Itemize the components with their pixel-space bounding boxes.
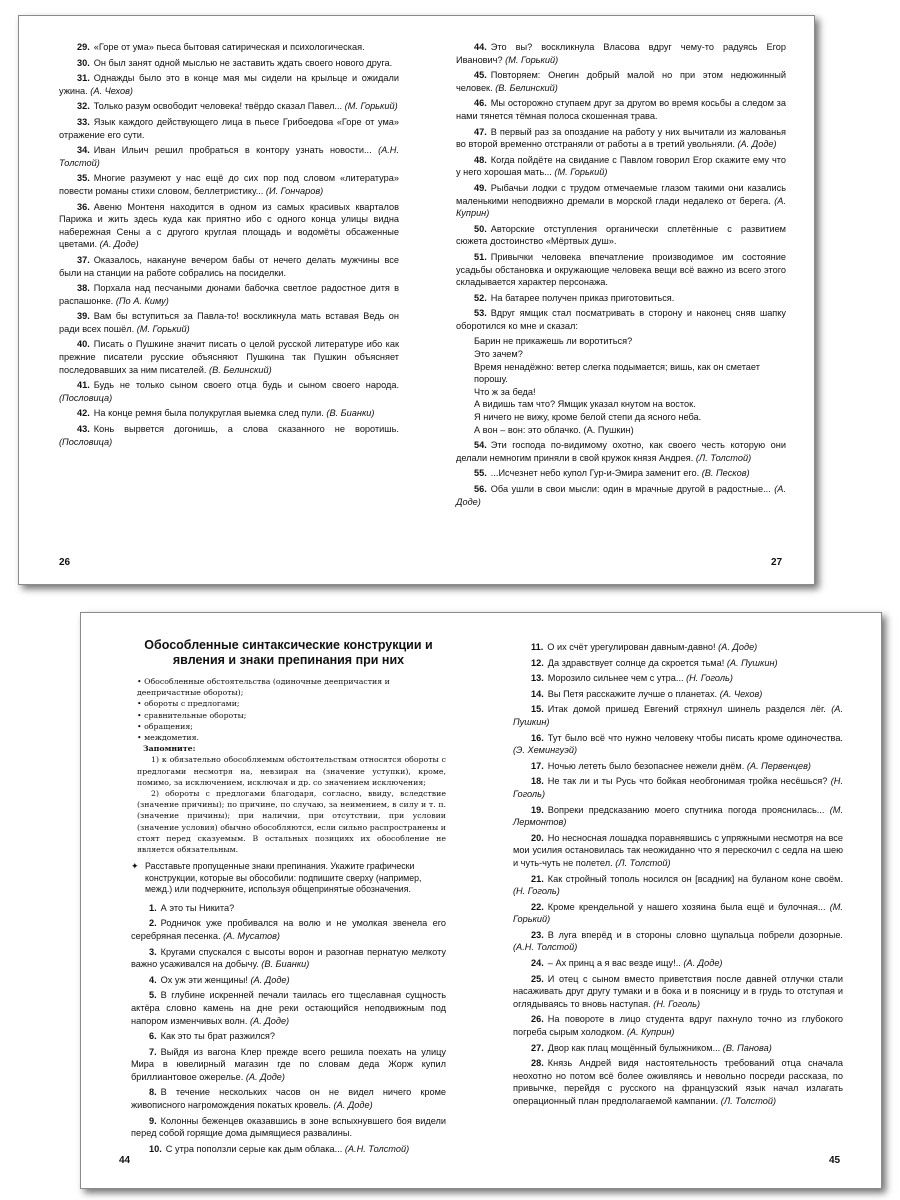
exercise-number: 12. [531,657,544,668]
exercise-text: Оказалось, накануне вечером бабы от нечего делать мужчины все были на станции на работе собрались на посиделки. [59,254,399,278]
exercise-item [131,1115,446,1140]
exercise-number: 13. [531,673,544,684]
exercise-item [456,467,786,480]
exercise-text: Эти господа по-видимому охотно, как своего честь которую они делали немногим приняли в свой кружок князя Андрея. [456,440,786,463]
exercise-text: Он был занят одной мыслью не заставить ждать своего нового друга. [93,57,393,68]
exercise-text: Двор как плац мощённый булыжником... [547,1042,721,1053]
exercise-item [513,657,843,670]
exercise-number: 16. [531,732,544,743]
exercise-text: Многие разумеют у нас ещё до сих пор под словом «литература» повести романы стихи словом, беллетристику... [59,173,399,196]
exercise-text: Кроме крендельной у нашего хозяина была ещё и булочная... [547,901,826,912]
exercise-list [131,902,446,1156]
exercise-text: Вопреки предсказанию моего спутника погода прояснилась... [547,804,825,815]
page-26-column [59,41,399,451]
theory-item: • обращения; [137,721,193,731]
exercise-source: (Н. Гоголь) [653,998,701,1009]
exercise-text: Язык каждого действующего лица в пьесе Грибоедова «Горе от ума» отражение его сути. [59,116,399,140]
exercise-text: Колонны беженцев оказавшись в зоне вспыхнувшего боя видели перед собой горящие дома дымящиеся развалины. [131,1115,446,1139]
exercise-text: Да здравствует солнце да скроется тьма! [547,657,725,668]
section-title: Обособленные синтаксические конструкции и явления и знаки препинания при них [144,638,433,667]
exercise-source: (Л. Толстой) [615,857,671,868]
exercise-source: (А. Доде) [245,1071,285,1082]
exercise-text: Будь не только сыном своего отца будь и сыном своего народа. [93,380,399,391]
rule-2: 2) обороты с предлогами благодаря, согласно, ввиду, вследствие (значение причины); по причине, по случаю, за неимением, в силу и т. п. (значение причины); при наличии, при отсутствии, при условии (значение условия) обычно обособляются, если сильно распространены и стоят перед сказуемым. В остальных позициях их обособление не является обязательным. [137,789,446,855]
theory-item: • Обособленные обстоятельства (одиночные деепричастия и деепричастные обороты); [137,677,390,698]
exercise-text: На повороте в лицо студента вдруг пахнуло точно из глубокого погреба сырым холодком. [513,1014,843,1038]
exercise-text: Иван Ильич решил пробраться в контору узнать новости... [93,145,372,156]
exercise-text: Тут было всё что нужно человеку чтобы писать кроме одиночества. [547,732,843,743]
exercise-source: (М. Горький) [513,901,843,925]
exercise-item [131,946,446,971]
exercise-item [131,989,446,1027]
task-instruction [131,861,446,896]
exercise-source: (И. Гончаров) [265,185,324,196]
dialogue-line: Я ничего не вижу, кроме белой степи да ясного неба. [474,412,702,423]
exercise-text: Ночью лететь было безопаснее нежели днём. [547,760,745,771]
exercise-item [131,902,446,915]
exercise-number: 43. [77,424,90,435]
exercise-item [59,379,399,404]
exercise-item [59,72,399,97]
exercise-item [59,116,399,141]
exercise-number: 39. [77,311,90,322]
exercise-source: (М. Лермонтов) [513,804,844,828]
exercise-number: 56. [474,484,487,494]
remember-label: Запомните: [143,744,196,754]
exercise-number: 21. [531,873,544,884]
theory-block [137,676,446,855]
dialogue-line: Барин не прикажешь ли воротиться? [474,336,633,347]
exercise-source: (А. Куприн) [456,195,786,219]
exercise-item [59,310,399,335]
exercise-number: 33. [77,116,90,127]
exercise-source: (А. Доде) [250,1015,290,1026]
exercise-item [513,832,843,870]
exercise-source: (В. Белинский) [495,82,558,93]
exercise-number: 11. [531,642,544,652]
exercise-item [456,154,786,179]
exercise-text: Мы осторожно ступаем друг за другом во время косьбы а следом за нами тянется тёмная полоса скошенная трава. [456,98,786,121]
dialogue-line: Это зачем? [474,349,523,360]
exercise-text: Авторские отступления органически сплетённые с развитием сюжета достоинство «Мёртвых душ». [456,223,786,247]
exercise-text: На конце ремня была полукруглая выемка след пули. [93,408,324,419]
exercise-item [513,1013,843,1038]
exercise-number: 23. [531,929,544,940]
exercise-text: Родничок уже пробивался на волю и не умолкая звенела его серебряная песенка. [131,918,446,941]
exercise-number: 52. [474,292,487,303]
exercise-source: (А. Первенцев) [746,760,811,771]
exercise-number: 6. [149,1031,157,1042]
exercise-source: (Л. Толстой) [695,452,752,463]
exercise-source: (А. Доде) [683,958,723,969]
exercise-source: (В. Бианки) [326,408,375,419]
exercise-text: «Горе от ума» пьеса бытовая сатирическая и психологическая. [93,42,365,52]
dialogue-line: Что ж за беда! [474,386,536,397]
exercise-source: (По А. Киму) [115,295,169,306]
exercise-source: (М. Горький) [505,54,559,65]
exercise-number: 35. [77,173,90,184]
page-44-column [131,638,446,1158]
exercise-source: (А. Пушкин) [513,704,843,727]
exercise-source: (В. Панова) [722,1042,772,1053]
exercise-text: Морозило сильнее чем с утра... [547,673,684,684]
exercise-source: (М. Горький) [554,167,608,178]
book-spread-pages-44-45 [80,612,882,1189]
exercise-item [456,483,786,508]
exercise-number: 1. [149,902,157,913]
exercise-source: (А. Пушкин) [726,657,778,668]
exercise-source: (А. Мусатов) [223,930,280,941]
exercise-source: (Н. Гоголь) [513,776,843,799]
exercise-source: (Пословица) [59,436,113,447]
exercise-source: (А. Доде) [333,1100,373,1111]
exercise-number: 44. [474,42,487,52]
exercise-item [456,439,786,464]
exercise-number: 30. [77,57,90,68]
exercise-number: 27. [531,1042,544,1053]
exercise-source: (А. Доде) [250,974,290,985]
exercise-text: ...Исчезнет небо купол Гур-и-Эмира заменит его. [490,468,700,479]
exercise-item [131,1143,446,1156]
exercise-source: (А.Н. Толстой) [59,145,399,168]
exercise-source: (В. Белинский) [209,364,272,375]
exercise-source: (А. Чехов) [719,688,763,699]
dialogue-line: А вон – вон: это облачко. (А. Пушкин) [474,424,634,435]
exercise-source: (А. Доде) [99,239,139,250]
exercise-item [513,804,843,829]
exercise-number: 10. [149,1143,162,1154]
exercise-source: (А. Доде) [456,484,786,507]
exercise-text: Повторяем: Онегин добрый малой но при этом недюжинный человек. [456,70,786,93]
exercise-item [513,973,843,1011]
exercise-item [59,407,399,420]
exercise-item [59,100,399,113]
exercise-number: 37. [77,254,90,265]
exercise-item [513,672,843,685]
theory-item: • сравнительные обороты; [137,710,247,720]
exercise-number: 49. [474,182,487,193]
exercise-text: А это ты Никита? [160,902,235,913]
exercise-item [513,1042,843,1055]
exercise-number: 18. [531,776,544,787]
exercise-source: (Н. Гоголь) [513,886,560,897]
exercise-text: Вы Петя расскажите лучше о планетах. [547,688,718,699]
exercise-item [131,1046,446,1084]
exercise-text: Это вы? воскликнула Власова вдруг чему-то радуясь Егор Иванович? [456,42,786,65]
exercise-number: 29. [77,42,90,52]
exercise-number: 4. [149,974,157,985]
exercise-text: С утра поползли серые как дым облака... [165,1143,343,1154]
exercise-text: В луга вперёд и в стороны словно щупальца побрели дозорные. [547,929,843,940]
exercise-number: 31. [77,73,90,84]
exercise-source: (В. Бианки) [261,959,310,970]
exercise-item [456,97,786,122]
exercise-number: 50. [474,223,487,234]
rule-1: 1) к обязательно обособляемым обстоятельствам относятся обороты с предлогами несмотря на, невзирая на (значение уступки), кроме, помимо, за исключением, исключая и др. со значением исключения; [137,755,446,787]
exercise-number: 53. [474,308,487,319]
exercise-text: Князь Андрей видя настоятельность требований отца сначала неохотно но потом всё более оживляясь и невольно посреди рассказа, по привычке, перейдя с русского на французский язык начал излагать операционный план предполагаемой кампании. [513,1058,843,1106]
exercise-text: Однажды было это в конце мая мы сидели на крыльце и ожидали ужина. [59,73,399,96]
exercise-text: Порхала над песчаными дюнами бабочка светлое радостное дитя в распашонке. [59,283,399,306]
exercise-number: 14. [531,688,544,699]
theory-list [137,676,446,743]
exercise-item [59,172,399,197]
exercise-item [513,1057,843,1107]
exercise-item [513,760,843,773]
exercise-number: 22. [531,901,544,912]
exercise-text: Оба ушли в свои мысли: один в мрачные другой в радостные... [490,484,771,494]
exercise-number: 8. [149,1087,157,1098]
exercise-text: Выйдя из вагона Клер прежде всего решила поехать на улицу Мира в ювелирный магазин где по словам деда Жорж купил бриллиантовое ожерелье. [131,1046,446,1082]
exercise-number: 40. [77,339,90,350]
exercise-number: 34. [77,145,90,156]
exercise-item [59,282,399,307]
exercise-text: Кругами спускался с высоты ворон и разогнав пернатую мелкоту важно усаживался на добычу. [131,946,446,970]
exercise-source: (В. Песков) [701,468,750,479]
exercise-number: 47. [474,126,487,137]
exercise-number: 5. [149,990,157,1001]
exercise-item [131,917,446,942]
theory-item: • междометия. [137,733,200,743]
exercise-item [513,641,843,654]
exercise-text: Ох уж эти женщины! [160,974,248,985]
book-spread-pages-26-27 [18,15,815,585]
exercise-text: – Ах принц а я вас везде ищу!.. [547,958,681,969]
exercise-item [59,144,399,169]
exercise-item [456,223,786,248]
exercise-number: 38. [77,283,90,294]
exercise-text: Как стройный тополь носился он [всадник] на буланом коне своём. [547,873,843,884]
exercise-item [513,957,843,970]
exercise-source: (А.Н. Толстой) [513,942,578,953]
exercise-number: 36. [77,201,90,212]
exercise-item [131,1030,446,1043]
exercise-number: 20. [531,832,544,843]
exercise-source: (М. Горький) [344,101,398,112]
exercise-text: На батарее получен приказ приготовиться. [490,292,675,303]
exercise-item [59,41,399,54]
exercise-text: В глубине искренней печали таилась его тщеславная сущность актёра словно камень на дне реки остающийся неподвижным под напором изменчивых волн. [131,990,446,1026]
exercise-source: (Н. Гоголь) [686,673,733,684]
exercise-text: Когда пойдёте на свидание с Павлом говорил Егор скажите ему что у него хорошая мать... [456,154,786,178]
exercise-source: (А. Доде) [718,642,758,652]
exercise-item [513,873,843,898]
exercise-item [513,901,843,926]
exercise-source: (А. Доде) [737,139,777,150]
exercise-text: В первый раз за опоздание на работу у них вычитали из жалованья во второй временно отстраняли от работы а в третий увольняли. [456,126,786,150]
exercise-number: 55. [474,468,487,479]
exercise-number: 48. [474,154,487,165]
exercise-number: 41. [77,380,90,391]
exercise-source: (А.Н. Толстой) [344,1143,410,1154]
exercise-text: В течение нескольких часов он не видел ничего кроме живописного нагромождения покатых кровель. [131,1087,446,1111]
exercise-number: 28. [531,1058,544,1069]
exercise-number: 15. [531,704,544,715]
exercise-number: 24. [531,958,544,969]
exercise-item [456,69,786,94]
exercise-number: 9. [149,1115,157,1126]
exercise-source: (Пословица) [59,392,113,403]
exercise-text: О их счёт урегулирован давным-давно! [547,642,716,652]
star-icon: ✦ [131,861,139,872]
exercise-text: Как это ты брат разжился? [160,1031,276,1042]
exercise-number: 26. [531,1014,544,1025]
exercise-number: 19. [531,804,544,815]
exercise-source: (М. Горький) [136,323,190,334]
exercise-source: (Л. Толстой) [720,1096,777,1106]
exercise-number: 17. [531,760,544,771]
exercise-source: (Э. Хемингуэй) [513,745,578,756]
page-27-column [456,41,786,511]
exercise-number: 42. [77,408,90,419]
task-text: Расставьте пропущенные знаки препинания. Укажите графически конструкции, которые вы обособили: подпишите сверху (например, межд.) или подчеркните, используя общепринятые обозначения. [145,861,422,895]
exercise-number: 7. [149,1046,157,1057]
exercise-text: Авеню Монтеня находится в одном из самых красивых кварталов Парижа и жить здесь куда как приятно ибо с одного конца улицы видна набережная Сены а с другого круглая площадь и водомёты обсаженные цветами. [59,201,399,250]
exercise-item [456,292,786,305]
exercise-item [456,251,786,289]
exercise-text: Но несносная лошадка поравнявшись с упряжными несмотря на все мои усилия остановилась так неожиданно что я перескочил с седла на шею и чуть-чуть не полетел. [513,832,843,868]
exercise-number: 51. [474,251,487,262]
exercise-item [513,703,843,728]
exercise-text: Только разум освободит человека! твёрдо сказал Павел... [93,101,343,112]
exercise-text: Рыбачьи лодки с трудом отмечаемые глазом такими они казались маленькими неподвижно дремали в морской глади недалеко от берега. [456,182,786,206]
exercise-item [59,201,399,251]
exercise-number: 25. [531,973,544,984]
exercise-item [456,182,786,220]
exercise-source: (А. Чехов) [90,85,133,96]
exercise-text: Вам бы вступиться за Павла-то! воскликнула мать вставая Ведь он ради всех пошёл. [59,311,399,334]
page-45-column [513,641,843,1111]
exercise-text: Не так ли и ты Русь что бойкая необгонимая тройка несёшься? [547,776,828,787]
exercise-source: (А. Куприн) [626,1027,675,1038]
exercise-text: И отец с сыном вместо приветствия после давней отлучки стали насаживать друг другу тумаки и в бока и в поясницу и в грудь то отступая и оглядываясь то вновь наступая. [513,973,843,1009]
exercise-number: 46. [474,98,487,109]
exercise-number: 32. [77,101,90,112]
exercise-item [513,732,843,757]
page-number-45: 45 [829,1155,841,1166]
exercise-item [131,974,446,987]
exercise-item [513,688,843,701]
exercise-number: 3. [149,946,157,957]
page-number-27: 27 [771,557,783,568]
exercise-item [456,307,786,332]
exercise-text: Писать о Пушкине значит писать о целой русской литературе ибо как прежние писатели русские объясняют Пушкина так Пушкин объясняет последовавших за ним писателей. [59,339,399,375]
exercise-item [513,929,843,954]
exercise-number: 54. [474,440,487,451]
exercise-item [59,57,399,70]
theory-item: • обороты с предлогами; [137,699,240,709]
dialogue-line: А видишь там что? Ямщик указал кнутом на восток. [474,399,696,410]
exercise-text: Вдруг ямщик стал посматривать в сторону и наконец сняв шапку оборотился ко мне и сказал: [456,308,786,331]
exercise-item [513,775,843,800]
exercise-number: 45. [474,70,487,81]
exercise-item [131,1086,446,1111]
exercise-text: Итак домой пришед Евгений стряхнул шинель разделся лёг. [547,704,826,715]
exercise-item [59,423,399,448]
exercise-item [456,41,786,66]
exercise-item [59,338,399,376]
page-number-44: 44 [119,1155,131,1166]
exercise-item [456,126,786,151]
exercise-text: Привычки человека впечатление производимое им состояние усадьбы обстановка и окружающие человека вещи всё важно из всего этого складывается характер персонажа. [456,251,786,288]
page-number-26: 26 [59,557,71,568]
exercise-number: 2. [149,918,157,929]
exercise-item [59,254,399,279]
exercise-text: Конь вырвется догонишь, а слова сказанного не воротишь. [93,424,399,435]
dialogue-line: Время ненадёжно: ветер слегка подымается; вишь, как он сметает порошу. [474,361,760,385]
